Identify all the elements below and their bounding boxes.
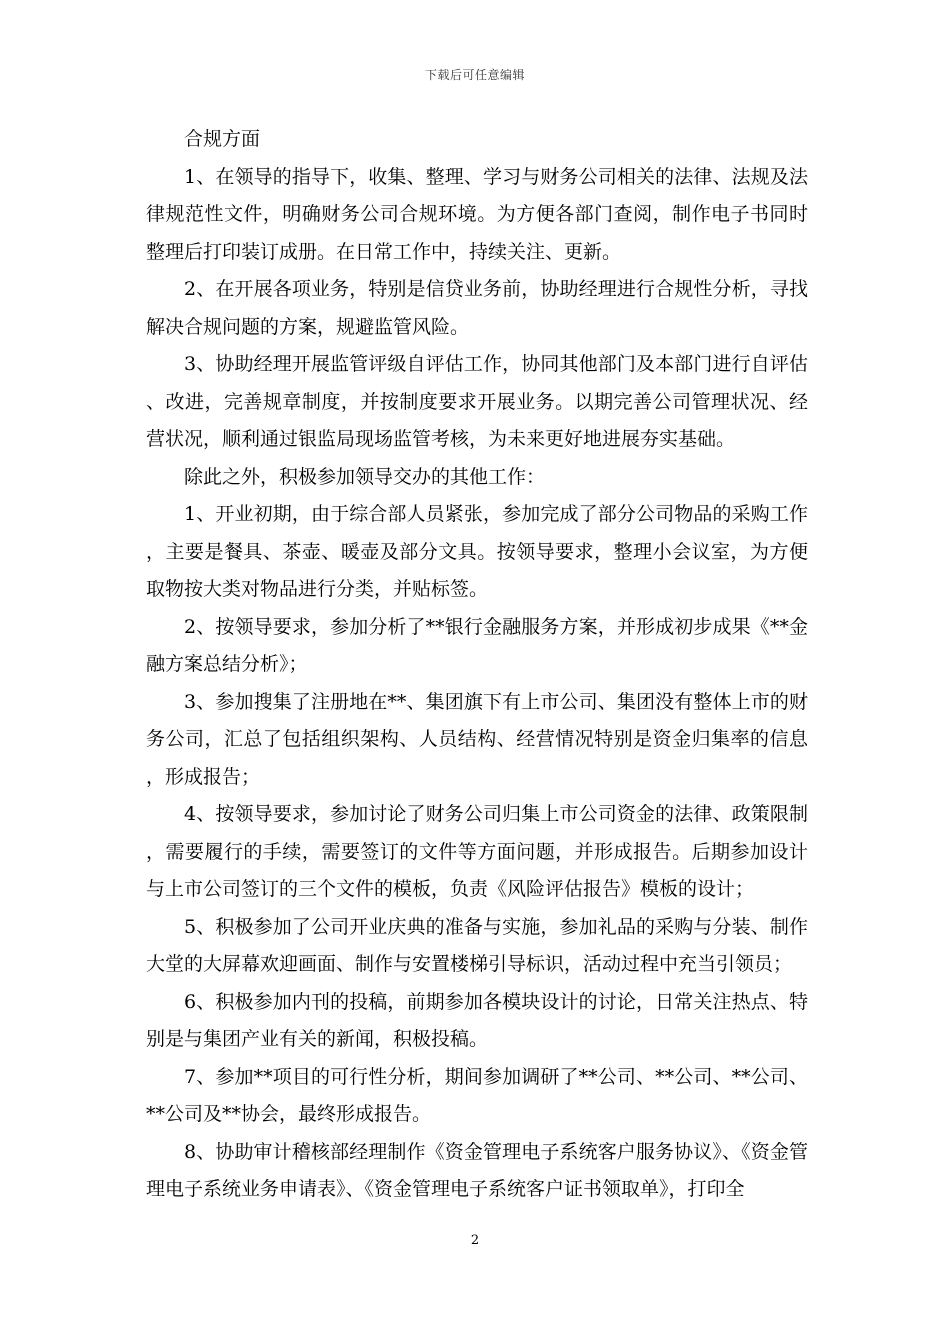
paragraph: 6、积极参加内刊的投稿，前期参加各模块设计的讨论，日常关注热点、特别是与集团产业有关的新闻，积极投稿。 [146, 990, 808, 1050]
document-body [146, 121, 808, 1209]
paragraph: 2、在开展各项业务，特别是信贷业务前，协助经理进行合规性分析，寻找解决合规问题的方案，规避监管风险。 [146, 278, 808, 338]
paragraph: 8、协助审计稽核部经理制作《资金管理电子系统客户服务协议》、《资金管理电子系统业务申请表》、《资金管理电子系统客户证书领取单》，打印全 [146, 1140, 808, 1200]
paragraph: 1、在领导的指导下，收集、整理、学习与财务公司相关的法律、法规及法律规范性文件，明确财务公司合规环境。为方便各部门查阅，制作电子书同时整理后打印装订成册。在日常工作中，持续关注、更新。 [146, 165, 808, 263]
paragraph: 2、按领导要求，参加分析了**银行金融服务方案，并形成初步成果《**金融方案总结分析》； [146, 615, 808, 675]
paragraph: 3、协助经理开展监管评级自评估工作，协同其他部门及本部门进行自评估、改进，完善规章制度，并按制度要求开展业务。以期完善公司管理状况、经营状况，顺利通过银监局现场监管考核，为未来更好地进展夯实基础。 [146, 353, 808, 450]
paragraph: 1、开业初期，由于综合部人员紧张，参加完成了部分公司物品的采购工作，主要是餐具、茶壶、暖壶及部分文具。按领导要求，整理小会议室，为方便取物按大类对物品进行分类，并贴标签。 [146, 503, 808, 600]
header-note: 下载后可任意编辑 [424, 68, 525, 82]
paragraph: 4、按领导要求，参加讨论了财务公司归集上市公司资金的法律、政策限制，需要履行的手续，需要签订的文件等方面问题，并形成报告。后期参加设计与上市公司签订的三个文件的模板，负责《风险评估报告》模板的设计； [146, 803, 808, 900]
paragraph: 7、参加**项目的可行性分析，期间参加调研了**公司、**公司、**公司、**公司及**协会，最终形成报告。 [146, 1065, 808, 1125]
paragraph: 5、积极参加了公司开业庆典的准备与实施，参加礼品的采购与分装、制作大堂的大屏幕欢迎画面、制作与安置楼梯引导标识，活动过程中充当引领员； [146, 915, 808, 975]
paragraph-other-work-heading: 除此之外，积极参加领导交办的其他工作： [184, 465, 546, 488]
paragraph: 3、参加搜集了注册地在**、集团旗下有上市公司、集团没有整体上市的财务公司，汇总了包括组织架构、人员结构、经营情况特别是资金归集率的信息，形成报告； [146, 690, 808, 788]
paragraph-compliance-heading: 合规方面 [184, 128, 261, 150]
page-number: 2 [470, 1233, 480, 1248]
